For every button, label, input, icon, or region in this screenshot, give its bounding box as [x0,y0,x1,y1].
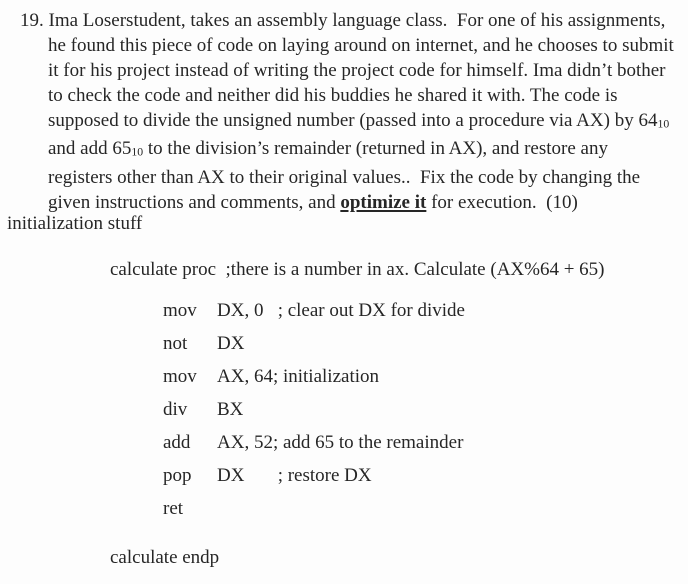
mnemonic: mov [163,299,197,321]
base10-subscript: 10 [131,145,144,159]
question-text-segment: to the division’s remainder (returned in AX), and restore any [143,138,608,160]
mnemonic: add [163,431,191,453]
question-text-segment: supposed to divide the unsigned number (passed into a procedure via AX) by 64 [48,110,658,131]
question-paragraph [20,8,678,215]
proc-declaration: calculate proc ;there is a number in ax. Calculate (AX%64 + 65) [110,258,605,280]
code-line [163,492,688,525]
operands: DX [217,332,245,354]
operands: DX ; restore DX [217,464,372,486]
code-line [163,294,688,327]
question-line [48,108,678,136]
operands: AX, 52; add 65 to the remainder [217,431,464,453]
operands: DX, 0 ; clear out DX for divide [217,299,465,321]
question-text-segment: he found this piece of code on laying around on internet, and he chooses to submit [48,35,674,56]
question-line [48,33,678,58]
question-line [48,136,678,164]
code-line [163,426,688,459]
question-text-segment: registers other than AX to their original values.. Fix the code by changing the [48,166,641,188]
operands: AX, 64; initialization [217,365,380,387]
base10-subscript: 10 [657,117,670,131]
mnemonic: div [163,398,188,420]
question-line [48,165,678,190]
code-line [163,360,688,393]
mnemonic: mov [163,365,197,387]
question-line [48,58,678,83]
question-text-segment: Ima Loserstudent, takes an assembly language class. For one of his assignments, [48,10,666,31]
code-block [163,294,688,525]
init-label: initialization stuff [7,212,143,234]
question-text-segment: for execution. (10) [426,191,578,213]
code-line [163,327,688,360]
question-number: 19. [20,10,49,31]
operands: BX [217,398,244,420]
endp-declaration: calculate endp [110,546,220,568]
question-text-segment: and add 65 [48,138,132,160]
mnemonic: pop [163,464,192,486]
optimize-it-emphasis: optimize it [340,191,427,213]
code-line [163,393,688,426]
code-line [163,459,688,492]
mnemonic: ret [163,497,184,519]
question-line [48,83,678,108]
question-text-segment: it for his project instead of writing the project code for himself. Ima didn’t bother [48,60,666,81]
mnemonic: not [163,332,188,354]
question-text-segment: given instructions and comments, and [48,191,341,213]
question-text-segment: to check the code and neither did his buddies he shared it with. The code is [48,85,618,106]
question-line [20,8,678,33]
